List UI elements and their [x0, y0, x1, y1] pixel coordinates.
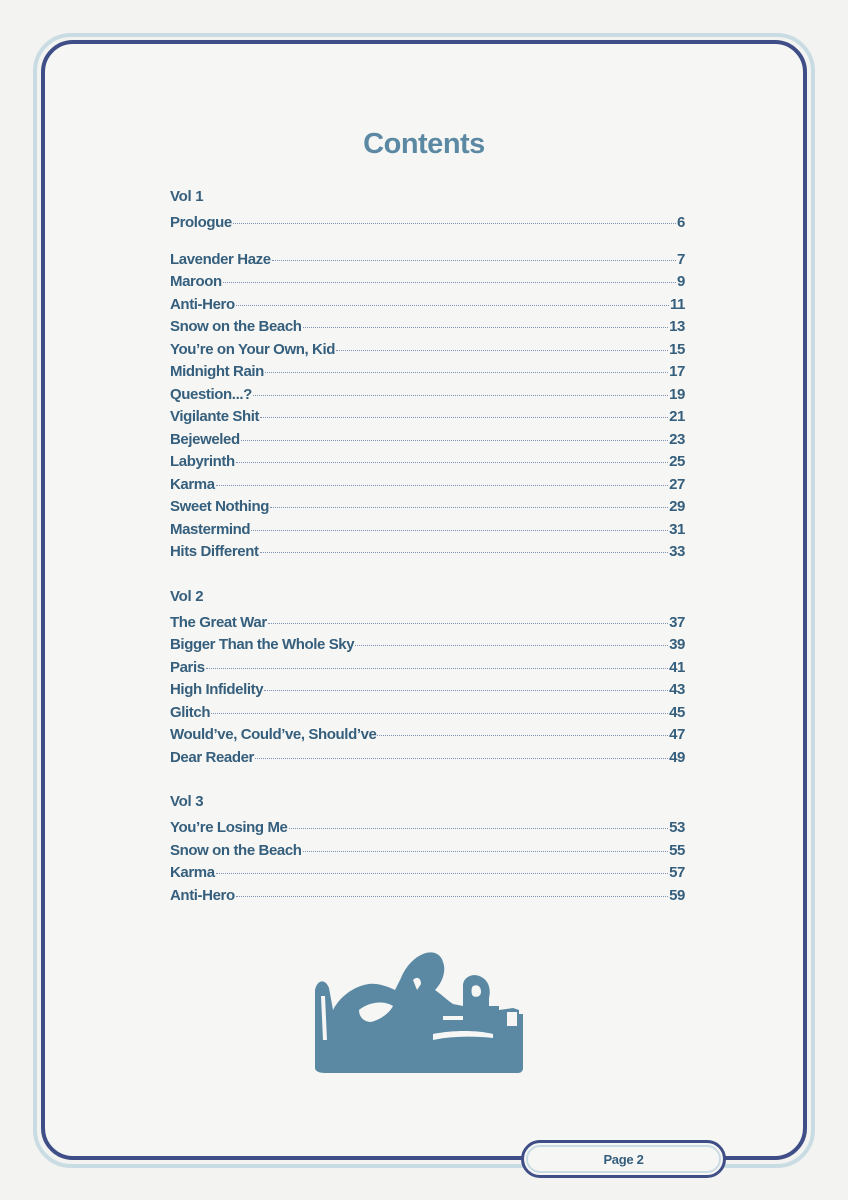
toc-entry[interactable] [170, 339, 685, 362]
toc-entry-page: 57 [669, 864, 685, 881]
dot-leader [303, 327, 669, 328]
dot-leader [268, 623, 668, 624]
toc-entry-page: 25 [669, 453, 685, 470]
toc-entry[interactable] [170, 212, 685, 235]
dot-leader [236, 896, 668, 897]
toc-entry-page: 33 [669, 543, 685, 560]
toc-entry-title: Bejeweled [170, 430, 240, 448]
toc-entry-page: 45 [669, 703, 685, 721]
dot-leader [236, 305, 669, 306]
toc-entry[interactable] [170, 294, 685, 317]
toc-entry-page: 37 [669, 613, 685, 631]
toc-entry-title: Anti-Hero [170, 295, 235, 313]
dot-leader [216, 873, 668, 874]
toc-entry-title: Would’ve, Could’ve, Should’ve [170, 726, 377, 743]
toc-entry[interactable] [170, 747, 685, 770]
toc-entry-title: Snow on the Beach [170, 318, 302, 335]
toc-entry-page: 59 [669, 886, 685, 904]
dot-leader [253, 395, 668, 396]
dot-leader [233, 223, 676, 224]
toc-entry[interactable] [170, 406, 685, 429]
toc-entry-page: 11 [669, 295, 685, 313]
toc-entry-page: 23 [669, 430, 685, 448]
table-of-contents [170, 186, 685, 907]
toc-entry[interactable] [170, 634, 685, 657]
toc-entry-title: Anti-Hero [170, 886, 235, 904]
toc-entry[interactable] [170, 724, 685, 747]
toc-entry-page: 6 [677, 214, 685, 231]
dot-leader [336, 350, 668, 351]
toc-entry-page: 47 [669, 726, 685, 743]
toc-entry[interactable] [170, 840, 685, 863]
toc-entry[interactable] [170, 474, 685, 497]
toc-entry-title: You’re Losing Me [170, 819, 288, 836]
toc-entry-page: 19 [669, 385, 685, 403]
toc-entry-title: Hits Different [170, 543, 259, 560]
toc-entry-title: High Infidelity [170, 681, 264, 698]
toc-entry[interactable] [170, 679, 685, 702]
toc-entry-title: Vigilante Shit [170, 408, 260, 425]
toc-entry-page: 21 [669, 408, 685, 425]
dot-leader [265, 372, 668, 373]
toc-entry-page: 15 [669, 340, 685, 358]
dot-leader [251, 530, 668, 531]
toc-entry-title: Prologue [170, 214, 232, 231]
toc-entry[interactable] [170, 384, 685, 407]
toc-entry[interactable] [170, 361, 685, 384]
toc-entry-page: 53 [669, 819, 685, 836]
volume-heading: Vol 3 [170, 793, 204, 810]
toc-entry-title: Bigger Than the Whole Sky [170, 636, 355, 653]
toc-entry-title: Mastermind [170, 520, 251, 538]
toc-entry-page: 31 [669, 520, 685, 538]
dot-leader [270, 507, 668, 508]
toc-entry[interactable] [170, 249, 685, 272]
toc-entry-title: Karma [170, 475, 215, 493]
toc-entry-page: 9 [677, 273, 685, 290]
illustration-woman-at-desk [313, 950, 524, 1073]
toc-entry-page: 17 [669, 363, 685, 380]
toc-entry[interactable] [170, 657, 685, 680]
page-number-tab [521, 1140, 726, 1178]
dot-leader [260, 417, 668, 418]
toc-entry-page: 13 [669, 318, 685, 335]
dot-leader [264, 690, 668, 691]
page-title: Contents [363, 128, 485, 160]
toc-entry[interactable] [170, 612, 685, 635]
toc-entry[interactable] [170, 702, 685, 725]
page-number: Page 2 [603, 1152, 644, 1167]
toc-entry[interactable] [170, 885, 685, 908]
toc-entry-title: You’re on Your Own, Kid [170, 340, 335, 358]
toc-entry[interactable] [170, 429, 685, 452]
toc-entry-title: Snow on the Beach [170, 841, 302, 859]
dot-leader [206, 668, 668, 669]
dot-leader [272, 260, 676, 261]
dot-leader [355, 645, 668, 646]
toc-entry[interactable] [170, 817, 685, 840]
toc-entry-title: Midnight Rain [170, 363, 264, 380]
toc-entry[interactable] [170, 496, 685, 519]
toc-entry-title: Sweet Nothing [170, 498, 269, 515]
toc-entry-title: Dear Reader [170, 748, 254, 766]
toc-entry-page: 39 [669, 636, 685, 653]
toc-entry-title: Question...? [170, 385, 252, 403]
toc-entry[interactable] [170, 541, 685, 564]
dot-leader [377, 735, 668, 736]
toc-entry-page: 27 [669, 475, 685, 493]
toc-entry[interactable] [170, 271, 685, 294]
toc-entry[interactable] [170, 316, 685, 339]
dot-leader [211, 713, 668, 714]
dot-leader [236, 462, 668, 463]
toc-entry-page: 41 [669, 658, 685, 676]
toc-entry-page: 49 [669, 748, 685, 766]
toc-entry-page: 55 [669, 841, 685, 859]
dot-leader [303, 851, 669, 852]
toc-entry-title: Lavender Haze [170, 250, 271, 268]
volume-heading: Vol 2 [170, 587, 204, 605]
toc-entry[interactable] [170, 519, 685, 542]
toc-entry-title: Maroon [170, 273, 222, 290]
toc-entry-title: Paris [170, 658, 205, 676]
toc-entry[interactable] [170, 451, 685, 474]
volume-heading: Vol 1 [170, 188, 204, 205]
toc-entry-page: 29 [669, 498, 685, 515]
dot-leader [223, 282, 676, 283]
dot-leader [255, 758, 668, 759]
dot-leader [260, 552, 669, 553]
toc-entry-page: 7 [677, 250, 685, 268]
toc-entry[interactable] [170, 862, 685, 885]
toc-entry-title: Labyrinth [170, 453, 235, 470]
dot-leader [216, 485, 668, 486]
toc-entry-title: Karma [170, 864, 215, 881]
toc-entry-title: The Great War [170, 613, 267, 631]
toc-entry-title: Glitch [170, 703, 211, 721]
dot-leader [241, 440, 668, 441]
dot-leader [289, 828, 669, 829]
toc-entry-page: 43 [669, 681, 685, 698]
